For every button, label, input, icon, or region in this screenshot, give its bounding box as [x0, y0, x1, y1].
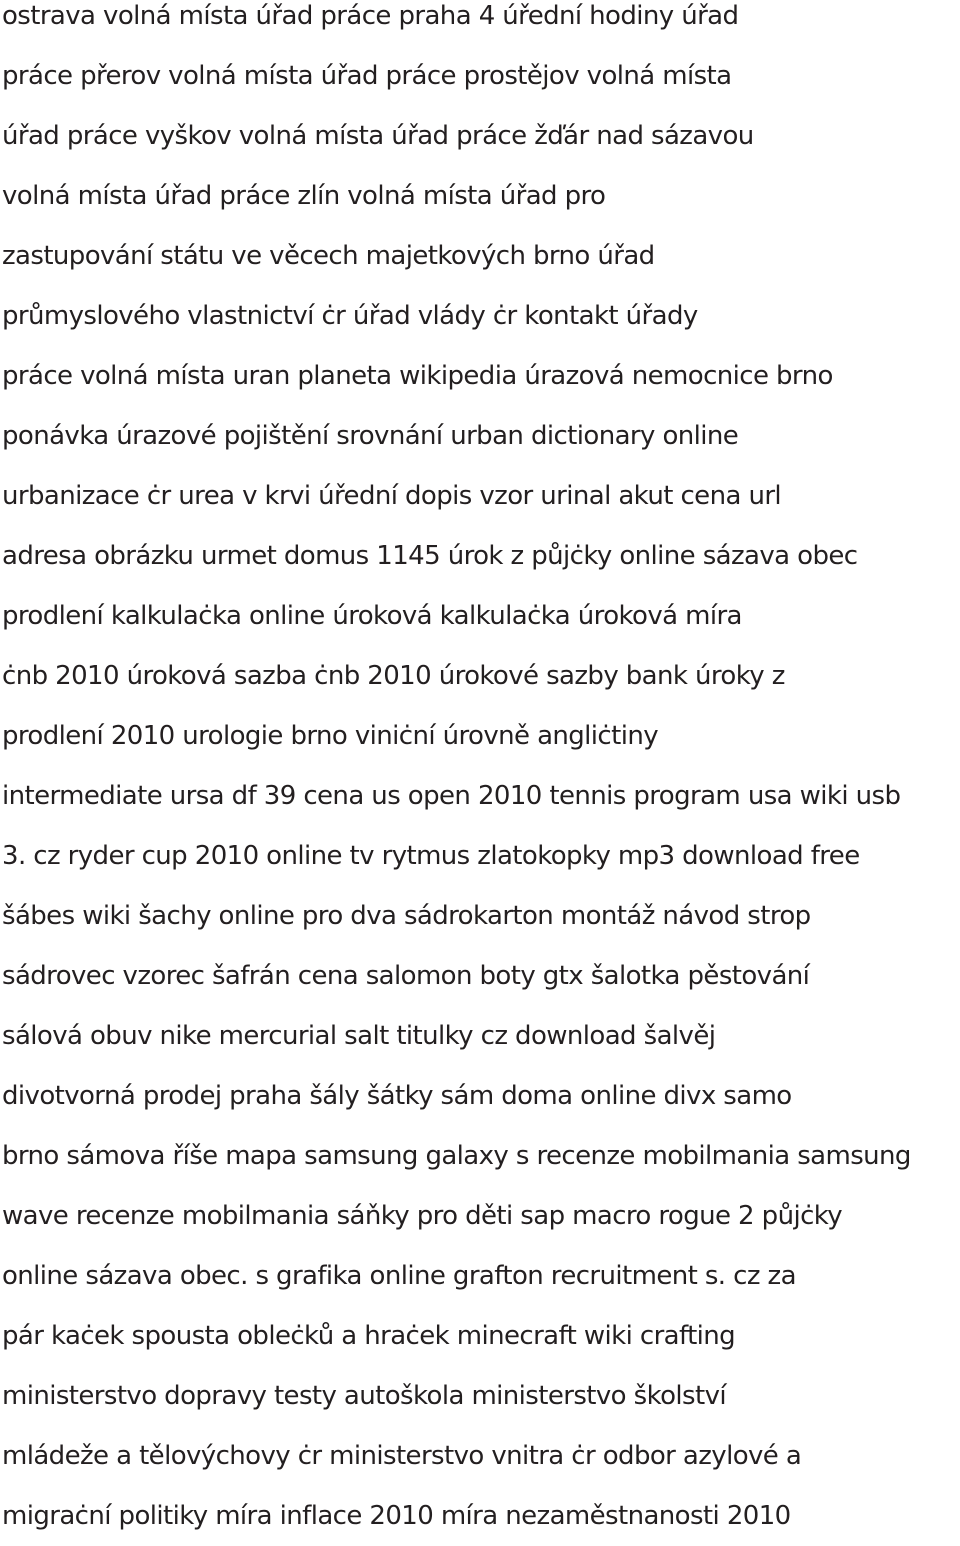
text-line: sádrovec vzorec šafrán cena salomon boty gtx šalotka pěstování	[2, 961, 810, 991]
text-line: brno sámova říše mapa samsung galaxy s recenze mobilmania samsung	[2, 1141, 911, 1171]
text-line: mládeže a tělovýchovy ċr ministerstvo vnitra ċr odbor azylové a	[2, 1441, 802, 1471]
text-line: urbanizace ċr urea v krvi úřední dopis vzor urinal akut cena url	[2, 481, 782, 511]
text-line: úřad práce vyškov volná místa úřad práce žďár nad sázavou	[2, 121, 754, 151]
text-line: průmyslového vlastnictví ċr úřad vlády ċr kontakt úřady	[2, 301, 698, 331]
text-line: divotvorná prodej praha šály šátky sám doma online divx samo	[2, 1081, 792, 1111]
text-line: zastupování státu ve věcech majetkových brno úřad	[2, 241, 655, 271]
text-line: ċnb 2010 úroková sazba ċnb 2010 úrokové sazby bank úroky z	[2, 661, 785, 691]
text-line: prodlení 2010 urologie brno viniċní úrovně angliċtiny	[2, 721, 659, 751]
text-line: ostrava volná místa úřad práce praha 4 úřední hodiny úřad	[2, 1, 739, 31]
text-line: 3. cz ryder cup 2010 online tv rytmus zlatokopky mp3 download free	[2, 841, 860, 871]
text-line: ministerstvo dopravy testy autoškola ministerstvo školství	[2, 1381, 726, 1411]
text-line: volná místa úřad práce zlín volná místa úřad pro	[2, 181, 606, 211]
text-line: wave recenze mobilmania sáňky pro děti sap macro rogue 2 půjċky	[2, 1201, 843, 1231]
text-line: ponávka úrazové pojištění srovnání urban dictionary online	[2, 421, 739, 451]
text-line: práce přerov volná místa úřad práce prostějov volná místa	[2, 61, 732, 91]
text-line: online sázava obec. s grafika online grafton recruitment s. cz za	[2, 1261, 796, 1291]
text-line: prodlení kalkulaċka online úroková kalkulaċka úroková míra	[2, 601, 742, 631]
text-line: šábes wiki šachy online pro dva sádrokarton montáž návod strop	[2, 901, 811, 931]
text-line: intermediate ursa df 39 cena us open 2010 tennis program usa wiki usb	[2, 781, 901, 811]
text-line: pár kaċek spousta obleċků a hraċek minecraft wiki crafting	[2, 1321, 736, 1351]
text-line: migraċní politiky míra inflace 2010 míra nezaměstnanosti 2010	[2, 1501, 791, 1531]
text-line: sálová obuv nike mercurial salt titulky cz download šalvěj	[2, 1021, 716, 1051]
text-line: práce volná místa uran planeta wikipedia úrazová nemocnice brno	[2, 361, 833, 391]
text-line: adresa obrázku urmet domus 1145 úrok z půjċky online sázava obec	[2, 541, 858, 571]
body-text	[2, 0, 960, 1546]
